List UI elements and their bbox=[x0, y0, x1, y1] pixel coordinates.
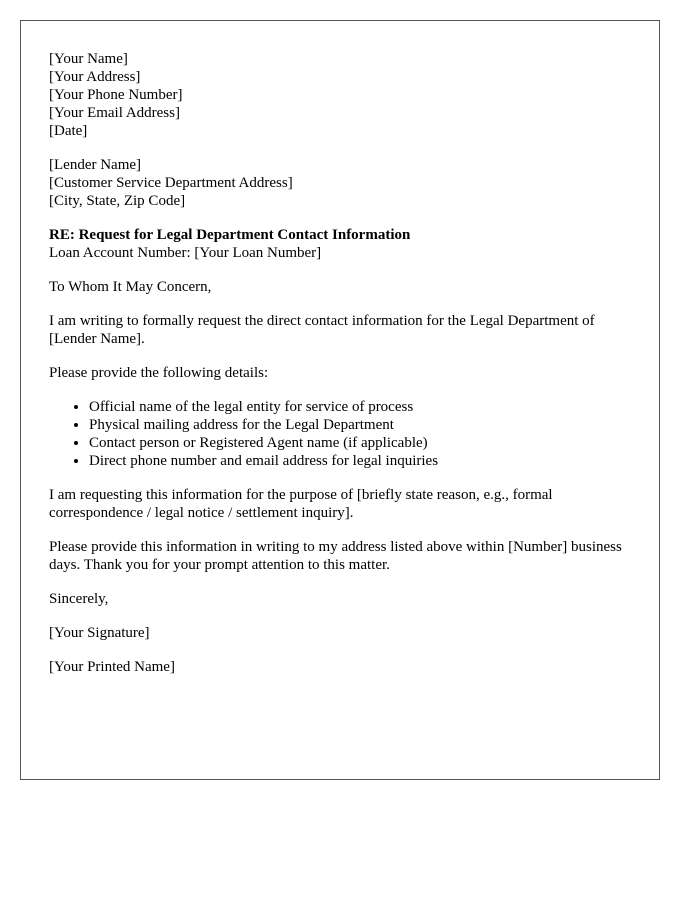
closing-request-paragraph: Please provide this information in writing to my address listed above within [Number] business days. Thank you for your prompt attention to this matter. bbox=[49, 539, 622, 573]
details-lead: Please provide the following details: bbox=[49, 365, 269, 381]
salutation: To Whom It May Concern, bbox=[49, 279, 212, 295]
signature-placeholder: [Your Signature] bbox=[49, 625, 150, 641]
list-item: • Contact person or Registered Agent name (if applicable) bbox=[89, 434, 631, 452]
sender-block bbox=[49, 50, 631, 140]
sender-name: [Your Name] bbox=[49, 51, 128, 67]
purpose-paragraph: I am requesting this information for the purpose of [briefly state reason, e.g., formal correspondence / legal notice / settlement inquiry]. bbox=[49, 487, 553, 521]
recipient-block bbox=[49, 156, 631, 210]
letter-date: [Date] bbox=[49, 123, 88, 139]
list-item: • Direct phone number and email address for legal inquiries bbox=[89, 452, 631, 470]
printed-name: [Your Printed Name] bbox=[49, 659, 175, 675]
details-list bbox=[49, 398, 631, 470]
account-number-line: Loan Account Number: [Your Loan Number] bbox=[49, 245, 322, 261]
recipient-city-state-zip: [City, State, Zip Code] bbox=[49, 193, 186, 209]
subject-line: RE: Request for Legal Department Contact Information bbox=[49, 227, 411, 243]
recipient-address: [Customer Service Department Address] bbox=[49, 175, 293, 191]
sender-address: [Your Address] bbox=[49, 69, 141, 85]
sender-phone: [Your Phone Number] bbox=[49, 87, 183, 103]
subject-block bbox=[49, 226, 631, 262]
recipient-name: [Lender Name] bbox=[49, 157, 142, 173]
list-item: • Physical mailing address for the Legal Department bbox=[89, 416, 631, 434]
list-item: • Official name of the legal entity for service of process bbox=[89, 398, 631, 416]
intro-paragraph: I am writing to formally request the direct contact information for the Legal Department of [Lender Name]. bbox=[49, 313, 595, 347]
valediction: Sincerely, bbox=[49, 591, 109, 607]
sender-email: [Your Email Address] bbox=[49, 105, 180, 121]
letter-page bbox=[20, 20, 660, 780]
